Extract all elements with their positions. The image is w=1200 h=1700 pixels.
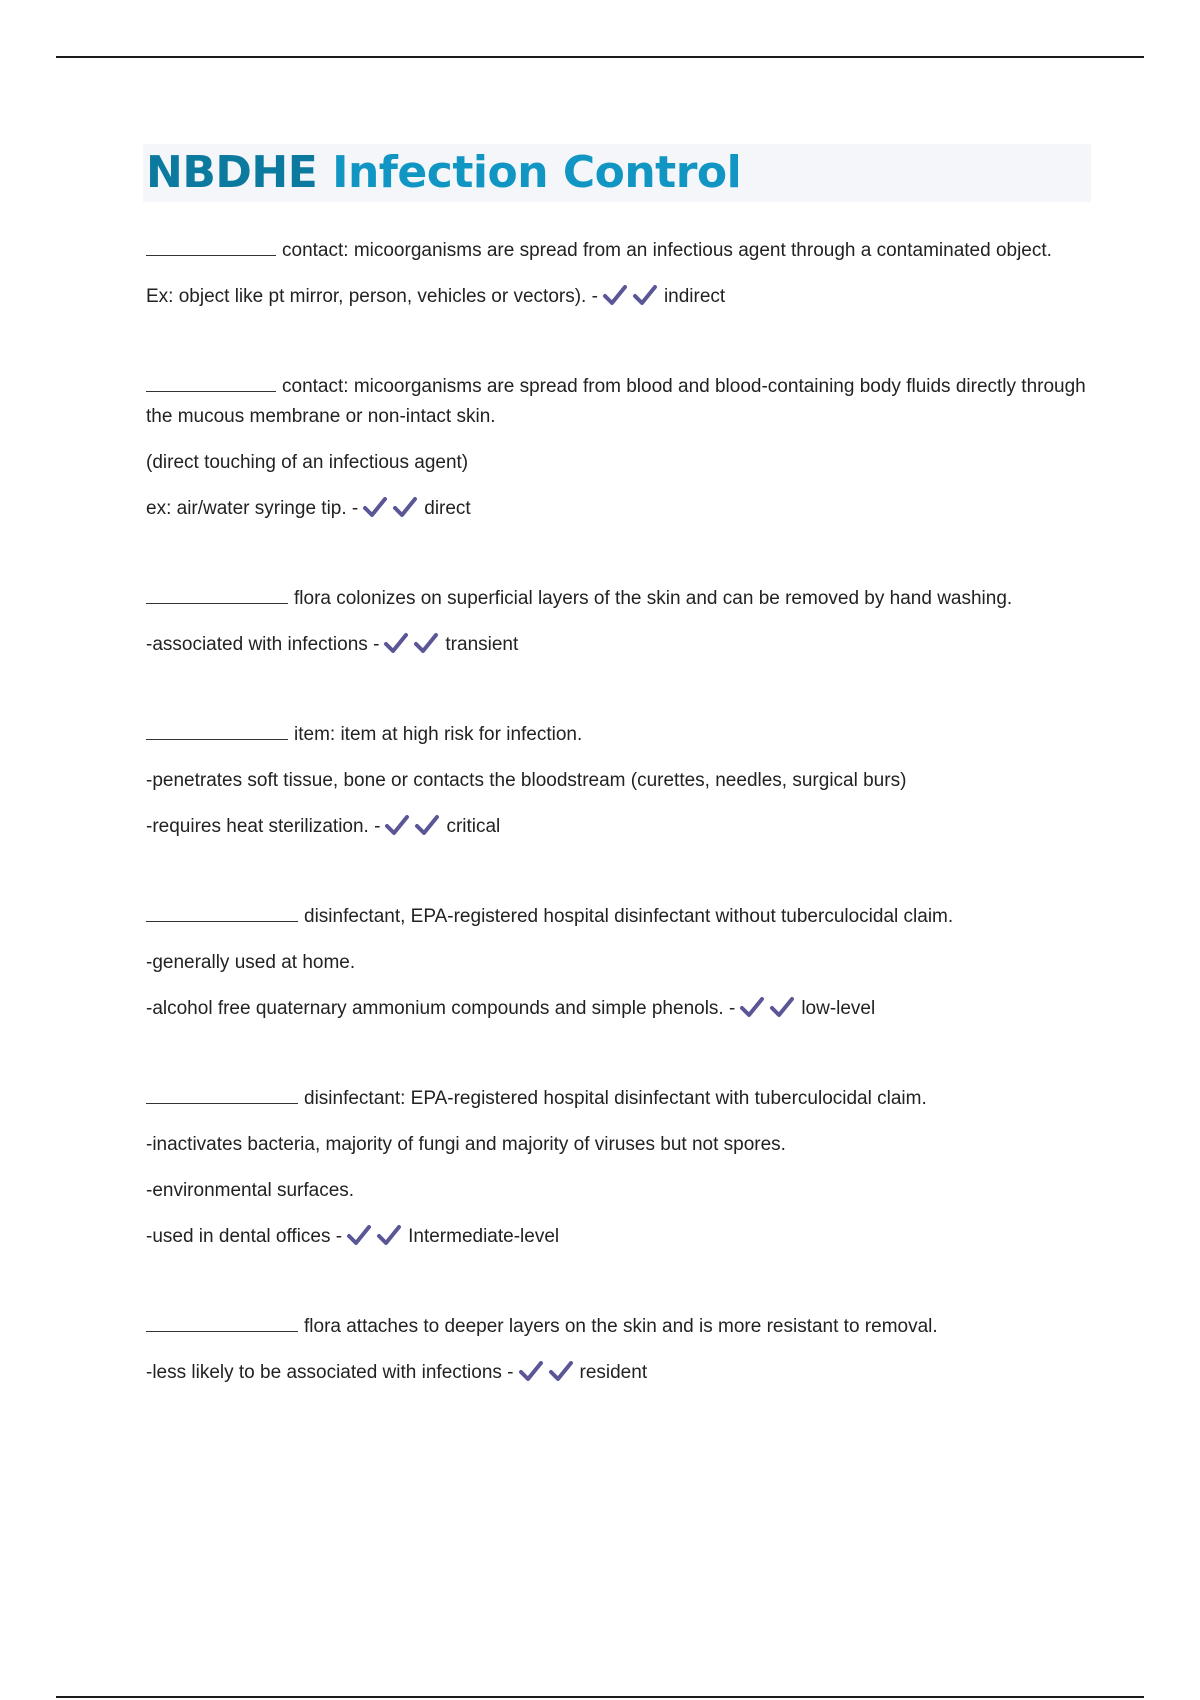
check-icon <box>383 632 409 654</box>
card-line <box>146 1358 1091 1388</box>
card-line <box>146 1176 1091 1206</box>
check-icon <box>769 996 795 1018</box>
card-line <box>146 1130 1091 1160</box>
card-question <box>146 902 1091 932</box>
question-text: -requires heat sterilization. <box>146 816 369 837</box>
question-text: item: item at high risk for infection. <box>294 724 583 745</box>
question-text: -used in dental offices <box>146 1226 331 1247</box>
flashcard <box>146 372 1091 524</box>
card-line <box>146 630 1091 660</box>
question-text: contact: micoorganisms are spread from blood and blood-containing body fluids directly through the mucous membrane or non-intact skin. <box>146 376 1086 427</box>
question-text: flora attaches to deeper layers on the skin and is more resistant to removal. <box>304 1316 938 1337</box>
answer-separator: - <box>335 1226 343 1247</box>
question-text: -generally used at home. <box>146 952 356 973</box>
title-word-infection-control: Infection Control <box>332 147 742 198</box>
question-text: -less likely to be associated with infections <box>146 1362 502 1383</box>
card-question <box>146 236 1091 266</box>
answer-separator: - <box>374 816 381 837</box>
card-line <box>146 448 1091 478</box>
flashcard <box>146 902 1091 1024</box>
answer-blank <box>146 903 298 922</box>
footer-rule <box>56 1696 1144 1698</box>
check-icon <box>602 284 628 306</box>
card-answer: low-level <box>801 998 876 1019</box>
check-icon <box>392 496 418 518</box>
answer-blank <box>146 237 276 256</box>
check-icon <box>376 1224 402 1246</box>
question-text: flora colonizes on superficial layers of the skin and can be removed by hand washing. <box>294 588 1013 609</box>
card-question <box>146 1084 1091 1114</box>
card-line <box>146 766 1091 796</box>
flashcard <box>146 1084 1091 1252</box>
answer-separator: - <box>373 634 380 655</box>
answer-separator: - <box>591 286 598 307</box>
card-answer: direct <box>424 498 471 519</box>
card-question <box>146 1312 1091 1342</box>
flashcard <box>146 236 1091 312</box>
card-question <box>146 372 1091 432</box>
page-title <box>143 147 742 198</box>
question-text: -inactivates bacteria, majority of fungi and majority of viruses but not spores. <box>146 1134 786 1155</box>
answer-blank <box>146 373 276 392</box>
title-word-nbdhe: NBDHE <box>146 147 318 198</box>
check-icon <box>413 632 439 654</box>
card-line <box>146 948 1091 978</box>
answer-separator: - <box>351 498 359 519</box>
card-answer: transient <box>445 634 519 655</box>
card-line <box>146 812 1091 842</box>
card-answer: critical <box>446 816 501 837</box>
answer-separator: - <box>507 1362 514 1383</box>
answer-blank <box>146 1313 298 1332</box>
card-answer: resident <box>579 1362 648 1383</box>
card-line <box>146 282 1091 312</box>
question-text: -associated with infections <box>146 634 368 655</box>
flashcard <box>146 720 1091 842</box>
card-line <box>146 994 1091 1024</box>
question-text: -environmental surfaces. <box>146 1180 355 1201</box>
question-text: (direct touching of an infectious agent) <box>146 452 469 473</box>
flashcard-list <box>146 236 1091 1448</box>
card-question <box>146 584 1091 614</box>
check-icon <box>414 814 440 836</box>
question-text: ex: air/water syringe tip. <box>146 498 347 519</box>
question-text: -penetrates soft tissue, bone or contacts the bloodstream (curettes, needles, surgical burs) <box>146 770 907 791</box>
check-icon <box>632 284 658 306</box>
card-line <box>146 1222 1091 1252</box>
question-text: disinfectant: EPA-registered hospital disinfectant with tuberculocidal claim. <box>304 1088 927 1109</box>
card-question <box>146 720 1091 750</box>
question-text: contact: micoorganisms are spread from an infectious agent through a contaminated object. <box>282 240 1052 261</box>
answer-blank <box>146 1085 298 1104</box>
check-icon <box>518 1360 544 1382</box>
card-answer: Intermediate-level <box>408 1226 560 1247</box>
question-text: disinfectant, EPA-registered hospital disinfectant without tuberculocidal claim. <box>304 906 954 927</box>
card-line <box>146 494 1091 524</box>
check-icon <box>739 996 765 1018</box>
check-icon <box>548 1360 574 1382</box>
check-icon <box>384 814 410 836</box>
check-icon <box>362 496 388 518</box>
flashcard <box>146 1312 1091 1388</box>
answer-separator: - <box>728 998 736 1019</box>
check-icon <box>346 1224 372 1246</box>
header-rule <box>56 56 1144 58</box>
title-band <box>143 144 1091 202</box>
question-text: Ex: object like pt mirror, person, vehicles or vectors). <box>146 286 587 307</box>
card-answer: indirect <box>663 286 726 307</box>
answer-blank <box>146 721 288 740</box>
answer-blank <box>146 585 288 604</box>
question-text: -alcohol free quaternary ammonium compounds and simple phenols. <box>146 998 724 1019</box>
flashcard <box>146 584 1091 660</box>
